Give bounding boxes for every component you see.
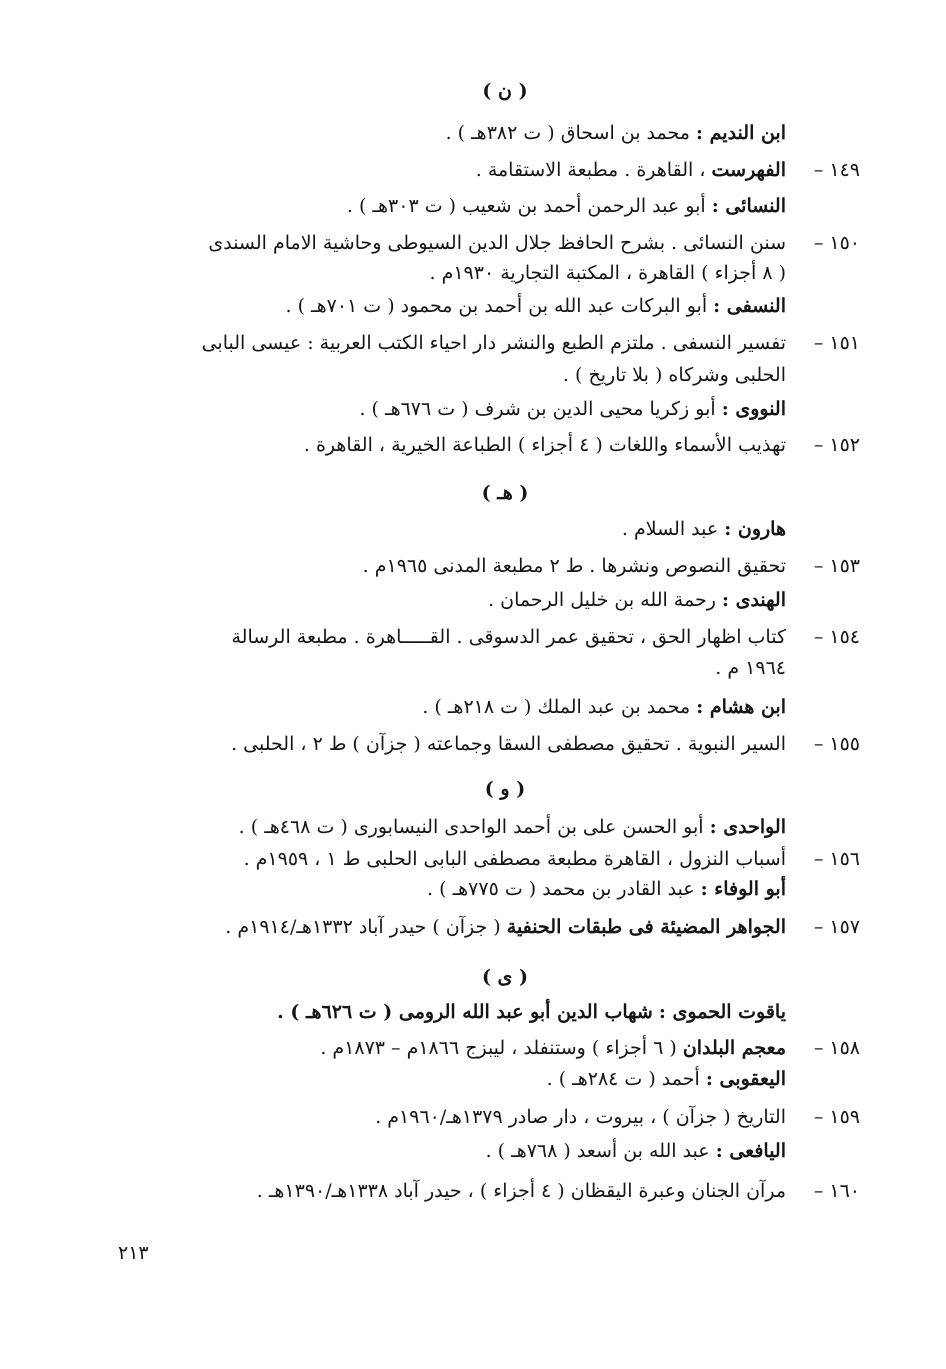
author-info: رحمة الله بن خليل الرحمان . bbox=[488, 589, 716, 611]
entry-text: . بشرح الحافظ جلال الدين السيوطى وحاشية الامام السندى bbox=[208, 232, 678, 254]
author-line bbox=[286, 293, 786, 319]
entry-number: ١٥٨ – bbox=[813, 1037, 860, 1059]
entry-line bbox=[231, 731, 786, 757]
author-line bbox=[359, 396, 786, 422]
entry-text: ( ٤ أجزاء ) الطباعة الخيرية ، القاهرة . bbox=[303, 434, 603, 456]
entry-number: ١٥٣ – bbox=[813, 555, 860, 577]
entry-text: . ملتزم الطبع والنشر دار احياء الكتب العربية : عيسى البابى bbox=[201, 332, 667, 354]
entry-title: سنن النسائى bbox=[683, 232, 786, 254]
section-heading-nun: ( ن ) bbox=[482, 80, 528, 102]
entry-continuation: الحلبى وشركاه ( بلا تاريخ ) . bbox=[562, 364, 786, 386]
author-name: ابن هشام : bbox=[696, 696, 786, 718]
entry-title: معجم البلدان bbox=[682, 1037, 786, 1059]
entry-line bbox=[244, 846, 786, 872]
author-info: أبو زكريا محيى الدين بن شرف ( ت ٦٧٦هـ ) . bbox=[359, 398, 716, 420]
entry-text: ، القاهرة . مطبعة الاستقامة . bbox=[475, 159, 706, 181]
entry-text: ( جزآن ) حيدر آباد ١٣٣٢هـ/١٩١٤م . bbox=[225, 916, 501, 938]
author-name: النسائى : bbox=[711, 195, 786, 217]
entry-title: تهذيب الأسماء واللغات bbox=[608, 434, 786, 456]
entry-continuation: ١٩٦٤ م . bbox=[715, 657, 786, 679]
entry-line bbox=[375, 1104, 786, 1130]
author-name: ابن النديم : bbox=[696, 122, 786, 144]
entry-text: ( جزآن ) ، بيروت ، دار صادر ١٣٧٩هـ/١٩٦٠م . bbox=[375, 1106, 731, 1128]
author-name: النسفى : bbox=[713, 295, 786, 317]
entry-title: تفسير النسفى bbox=[672, 332, 786, 354]
author-line bbox=[547, 1066, 786, 1092]
author-name: أبو الوفاء : bbox=[700, 878, 786, 900]
section-heading-ha: ( هـ ) bbox=[481, 482, 529, 504]
author-line bbox=[488, 587, 786, 613]
author-line bbox=[239, 814, 786, 840]
entry-number: ١٥٥ – bbox=[813, 733, 860, 755]
entry-text: . تحقيق مصطفى السقا وجماعته ( جزآن ) ط ٢ ، الحلبى . bbox=[231, 733, 682, 755]
entry-line bbox=[257, 1178, 786, 1204]
author-info: عبد القادر بن محمد ( ت ٧٧٥هـ ) . bbox=[427, 878, 695, 900]
entry-title: الجواهر المضيئة فى طبقات الحنفية bbox=[506, 916, 786, 938]
entry-line bbox=[202, 330, 786, 356]
author-line bbox=[277, 999, 786, 1025]
author-line bbox=[347, 193, 786, 219]
section-heading-waw: ( و ) bbox=[484, 778, 526, 800]
author-info: شهاب الدين أبو عبد الله الرومى ( ت ٦٢٦هـ ) . bbox=[277, 1001, 653, 1023]
author-line bbox=[622, 516, 786, 542]
entry-title: السير النبوية bbox=[687, 733, 786, 755]
entry-text: . ط ٢ مطبعة المدنى ١٩٦٥م . bbox=[362, 555, 596, 577]
author-info: عبد السلام . bbox=[621, 518, 719, 540]
entry-number: ١٦٠ – bbox=[813, 1180, 860, 1202]
entry-title: مرآن الجنان وعبرة اليقظان bbox=[570, 1180, 786, 1202]
author-info: أبو عبد الرحمن أحمد بن شعيب ( ت ٣٠٣هـ ) . bbox=[346, 195, 706, 217]
entry-text: ، تحقيق عمر الدسوقى . القـــــاهرة . مطبعة الرسالة bbox=[231, 626, 647, 648]
author-name: اليافعى : bbox=[715, 1140, 786, 1162]
author-name: هارون : bbox=[724, 518, 786, 540]
entry-line bbox=[363, 553, 786, 579]
author-info: محمد بن عبد الملك ( ت ٢١٨هـ ) . bbox=[422, 696, 691, 718]
author-info: أبو الحسن على بن أحمد الواحدى النيسابورى ( ت ٤٦٨هـ ) . bbox=[238, 816, 704, 838]
page-number: ٢١٣ bbox=[118, 1242, 149, 1264]
entry-number: ١٥٢ – bbox=[813, 434, 860, 456]
entry-text: ، القاهرة مطبعة مصطفى البابى الحلبى ط ١ ، ١٩٥٩م . bbox=[243, 848, 674, 870]
entry-line bbox=[476, 157, 786, 183]
author-line bbox=[427, 876, 786, 902]
entry-line bbox=[225, 914, 786, 940]
author-line bbox=[486, 1138, 786, 1164]
author-info: محمد بن اسحاق ( ت ٣٨٢هـ ) . bbox=[445, 122, 690, 144]
entry-number: ١٤٩ – bbox=[813, 159, 860, 181]
author-line bbox=[446, 120, 786, 146]
entry-line bbox=[231, 624, 786, 650]
entry-number: ١٥٩ – bbox=[813, 1106, 860, 1128]
author-name: ياقوت الحموى : bbox=[658, 1001, 786, 1023]
author-name: الواحدى : bbox=[709, 816, 786, 838]
entry-line bbox=[208, 230, 786, 256]
entry-title: الفهرست bbox=[711, 159, 786, 181]
entry-number: ١٥٦ – bbox=[813, 848, 860, 870]
entry-continuation: ( ٨ أجزاء ) القاهرة ، المكتبة التجارية ١٩٣٠م . bbox=[429, 262, 786, 284]
entry-number: ١٥٧ – bbox=[813, 916, 860, 938]
author-name: النووى : bbox=[721, 398, 786, 420]
author-info: أحمد ( ت ٢٨٤هـ ) . bbox=[546, 1068, 700, 1090]
entry-title: تحقيق النصوص ونشرها bbox=[601, 555, 786, 577]
entry-number: ١٥٠ – bbox=[813, 232, 860, 254]
entry-line bbox=[304, 432, 786, 458]
entry-number: ١٥١ – bbox=[813, 332, 860, 354]
author-name: اليعقوبى : bbox=[705, 1068, 786, 1090]
author-line bbox=[422, 694, 786, 720]
entry-line bbox=[320, 1035, 786, 1061]
section-heading-ya: ( ى ) bbox=[481, 966, 529, 988]
entry-title: كتاب اظهار الحق bbox=[652, 626, 786, 648]
entry-text: ( ٤ أجزاء ) ، حيدر آباد ١٣٣٨هـ/١٣٩٠هـ . bbox=[256, 1180, 565, 1202]
entry-text: ( ٦ أجزاء ) وستنفلد ، ليبزج ١٨٦٦م – ١٨٧٣م . bbox=[320, 1037, 677, 1059]
author-info: عبد الله بن أسعد ( ٧٦٨هـ ) . bbox=[485, 1140, 710, 1162]
entry-title: أسباب النزول bbox=[679, 848, 786, 870]
author-info: أبو البركات عبد الله بن أحمد بن محمود ( ت ٧٠١هـ ) . bbox=[285, 295, 708, 317]
author-name: الهندى : bbox=[721, 589, 786, 611]
entry-number: ١٥٤ – bbox=[813, 626, 860, 648]
entry-title: التاريخ bbox=[736, 1106, 786, 1128]
